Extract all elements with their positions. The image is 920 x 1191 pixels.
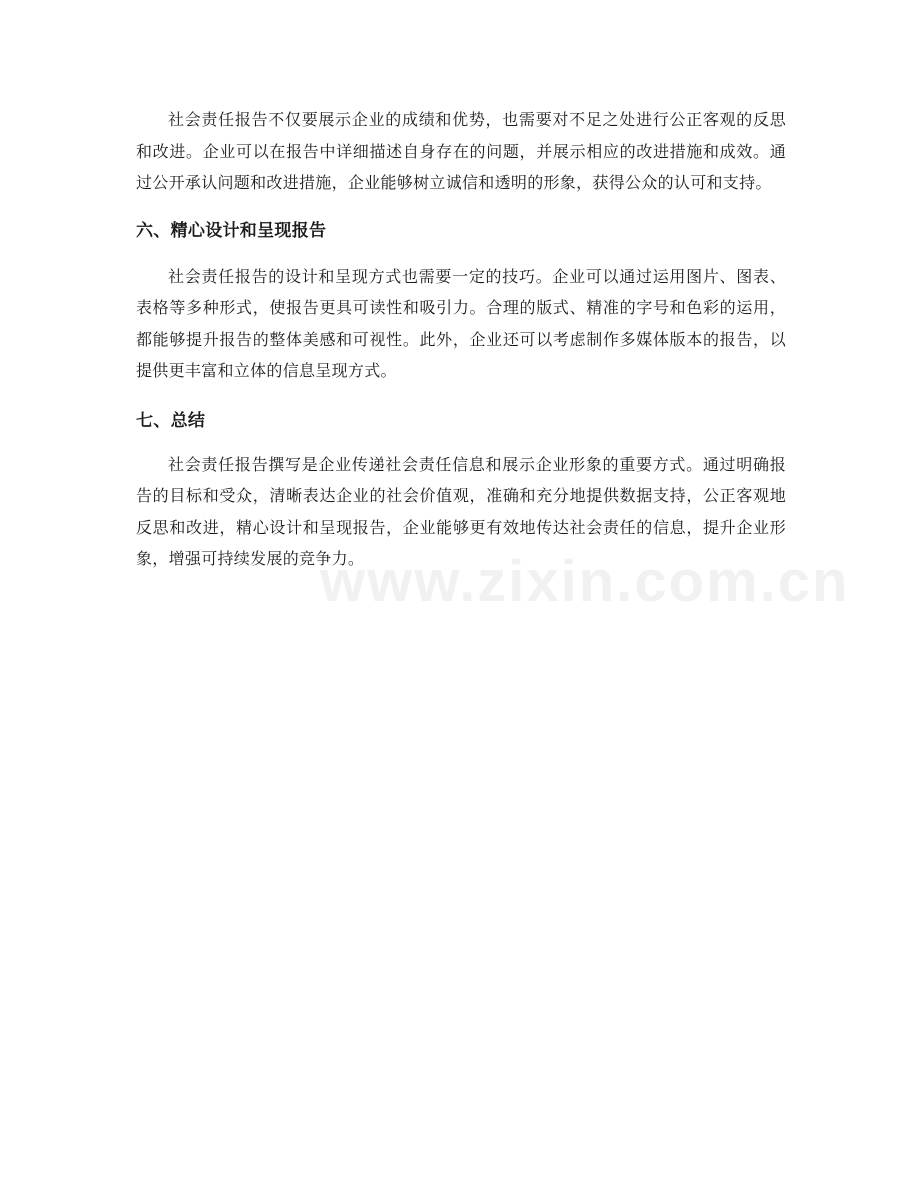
- document-page: [136, 104, 786, 575]
- watermark: www.zixin.com.cn: [320, 549, 850, 614]
- section-6-paragraph: 社会责任报告的设计和呈现方式也需要一定的技巧。企业可以通过运用图片、图表、表格等多种形式，使报告更具可读性和吸引力。合理的版式、精准的字号和色彩的运用，都能够提升报告的整体美感和可视性。此外，企业还可以考虑制作多媒体版本的报告，以提供更丰富和立体的信息呈现方式。: [136, 266, 786, 380]
- section-7-paragraph: 社会责任报告撰写是企业传递社会责任信息和展示企业形象的重要方式。通过明确报告的目标和受众，清晰表达企业的社会价值观，准确和充分地提供数据支持，公正客观地反思和改进，精心设计和呈现报告，企业能够更有效地传达社会责任的信息，提升企业形象，增强可持续发展的竞争力。: [136, 454, 786, 568]
- paragraph-reflection: 社会责任报告不仅要展示企业的成绩和优势，也需要对不足之处进行公正客观的反思和改进。企业可以在报告中详细描述自身存在的问题，并展示相应的改进措施和成效。通过公开承认问题和改进措施，企业能够树立诚信和透明的形象，获得公众的认可和支持。: [136, 110, 786, 192]
- section-6-heading: 六、精心设计和呈现报告: [136, 220, 327, 241]
- section-7-heading: 七、总结: [136, 410, 206, 431]
